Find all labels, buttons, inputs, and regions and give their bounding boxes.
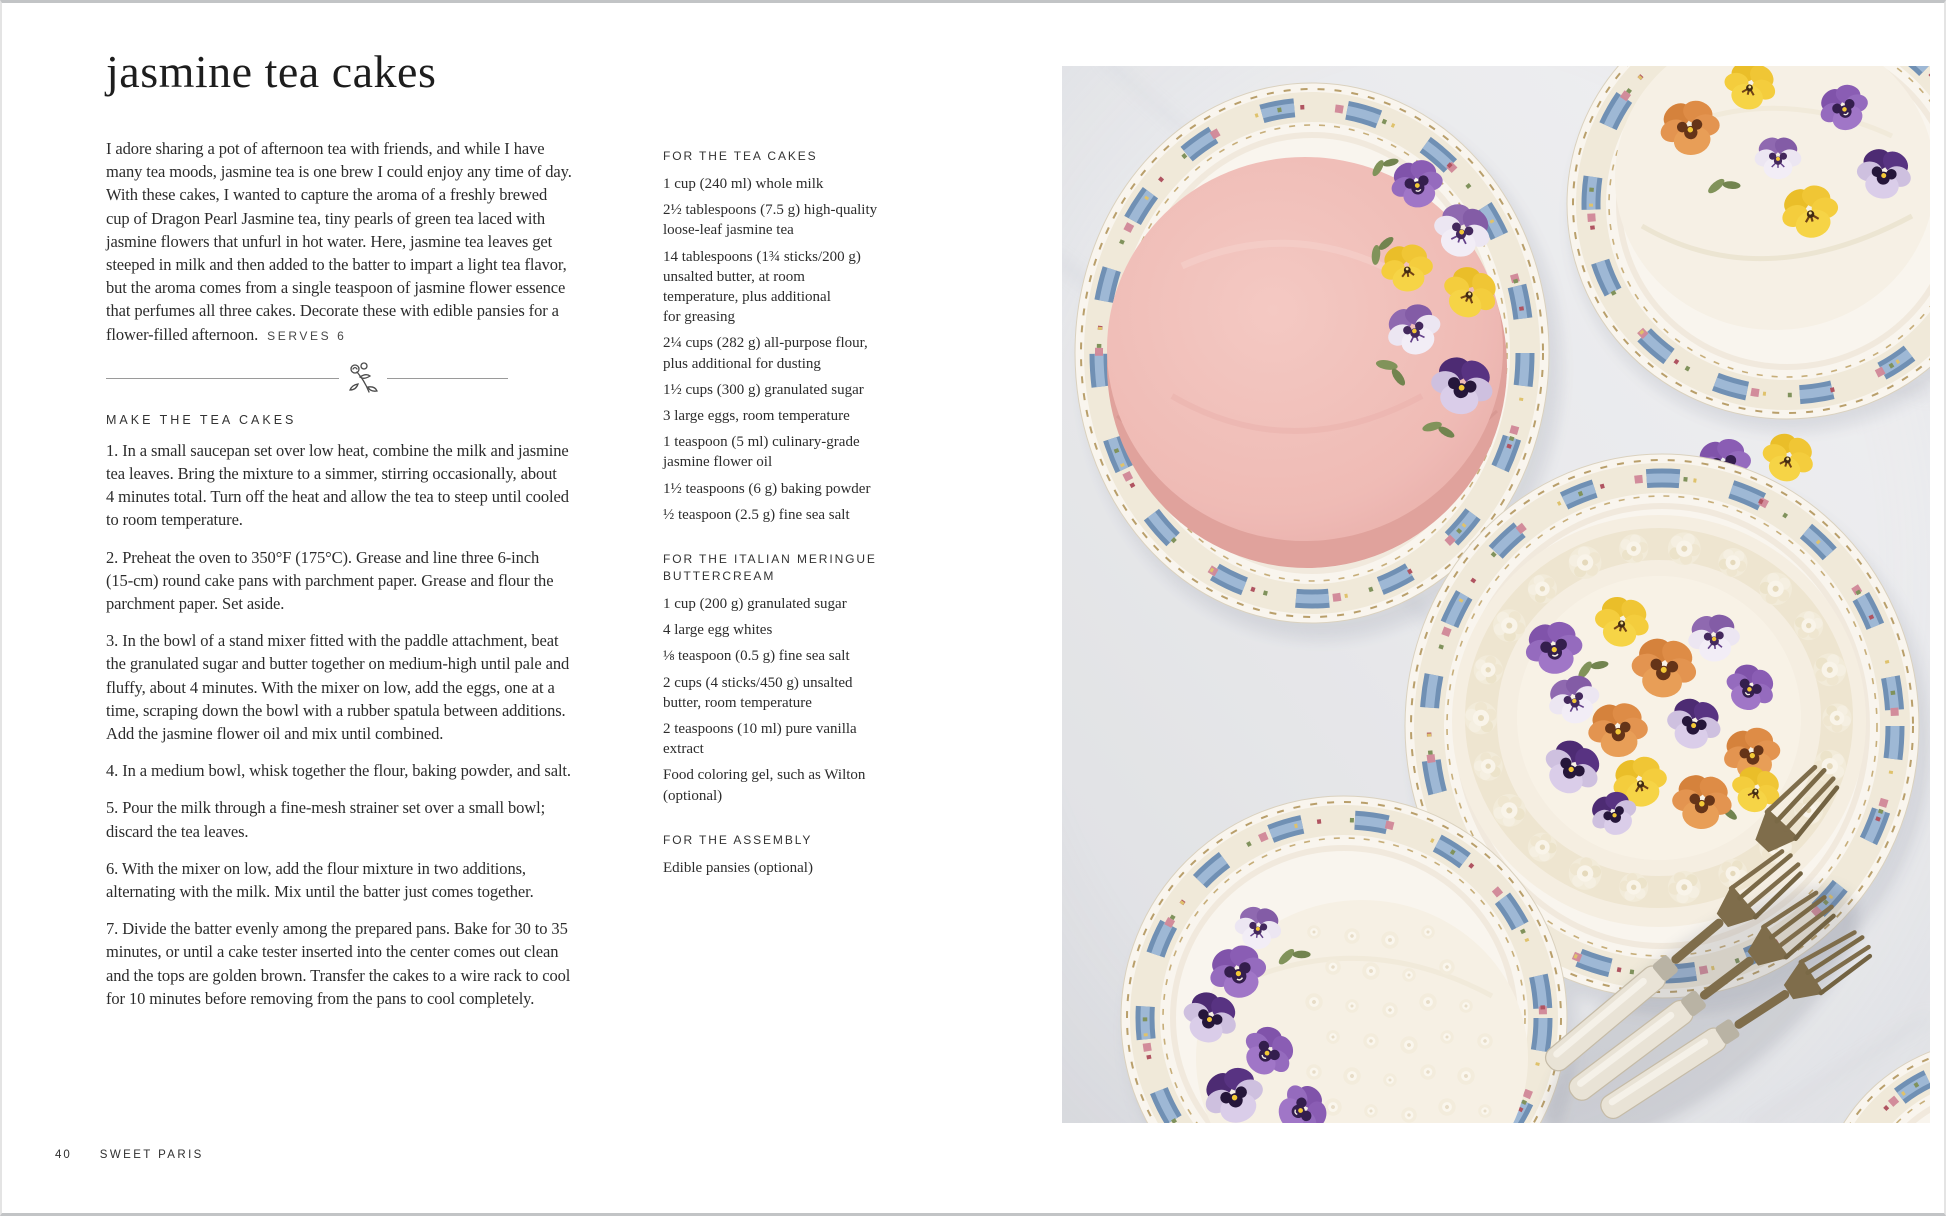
ingredients-section-heading: FOR THE ASSEMBLY [663, 832, 813, 847]
ingredient-line: temperature, plus additional [663, 289, 831, 306]
intro-line [106, 323, 651, 348]
page-number: 40 [55, 1149, 72, 1161]
step-line: (15-cm) round cake pans with parchment paper. Grease and flour the [106, 570, 554, 590]
step-line: 3. In the bowl of a stand mixer fitted with the paddle attachment, beat [106, 631, 559, 651]
ingredient-line: jasmine flower oil [663, 454, 773, 471]
intro-line: that perfumes all three cakes. Decorate these with edible pansies for a [106, 301, 559, 321]
ingredient-line: (optional) [663, 787, 723, 804]
step-line: 5. Pour the milk through a fine-mesh strainer set over a small bowl; [106, 798, 546, 818]
ingredient-line: plus additional for dusting [663, 355, 821, 372]
ingredient [663, 432, 903, 472]
ingredient-line: loose-leaf jasmine tea [663, 222, 794, 239]
ingredient-line: 2½ tablespoons (7.5 g) high-quality [663, 202, 878, 219]
ingredients-column [663, 148, 903, 884]
step-line: 4 minutes total. Turn off the heat and allow the tea to steep until cooled [106, 487, 569, 507]
divider-line [387, 378, 508, 379]
step-line: 7. Divide the batter evenly among the prepared pans. Bake for 30 to 35 [106, 919, 568, 939]
step-line: minutes, or until a cake tester inserted into the center comes out clean [106, 942, 559, 962]
ingredient-line: 14 tablespoons (1¾ sticks/200 g) [663, 248, 861, 265]
step-line: and the tops are golden brown. Transfer the cakes to a wire rack to cool [106, 965, 571, 985]
intro-line: but the aroma comes from a single teaspoon of jasmine flower essence [106, 278, 566, 298]
serves-label: SERVES 6 [267, 328, 347, 343]
intro-line: jasmine flowers that unfurl in hot water. Here, jasmine tea leaves get [106, 231, 553, 251]
ingredients-section-heading: FOR THE ITALIAN MERINGUE BUTTERCREAM [663, 552, 877, 584]
ingredient [663, 719, 903, 759]
recipe-step [106, 629, 651, 745]
step-line: 4. In a medium bowl, whisk together the flour, baking powder, and salt. [106, 761, 571, 781]
ingredient: 1 cup (240 ml) whole milk [663, 176, 824, 192]
step-line: fluffy, about 4 minutes. With the mixer on low, add the eggs, one at a [106, 677, 555, 697]
ingredient-line: unsalted butter, at room [663, 268, 805, 285]
cakes-photo-illustration [1062, 66, 1930, 1123]
ingredient [663, 673, 903, 713]
book-title: SWEET PARIS [99, 1149, 204, 1161]
ingredient-line: extract [663, 741, 704, 758]
page-footer [55, 1149, 204, 1161]
recipe-step [106, 857, 651, 903]
ingredient-line: Food coloring gel, such as Wilton [663, 767, 866, 784]
ingredient-line: for greasing [663, 309, 736, 326]
step-line: tea leaves. Bring the mixture to a simmer, stirring occasionally, about [106, 464, 557, 484]
recipe-step [106, 546, 651, 616]
ingredient: 1 cup (200 g) granulated sugar [663, 596, 847, 613]
step-line: alternating with the milk. Mix until the batter just comes together. [106, 882, 534, 902]
page-title: jasmine tea cakes [106, 46, 437, 97]
ingredient [663, 765, 903, 805]
recipe-column [106, 46, 651, 1024]
ingredient [663, 247, 903, 328]
ingredient [663, 200, 903, 240]
intro-line: With these cakes, I wanted to capture the aroma of a freshly brewed [106, 185, 548, 205]
section-divider [106, 361, 508, 397]
ingredient: 4 large egg whites [663, 622, 773, 639]
recipe-step [106, 917, 651, 1010]
step-line: the granulated sugar and butter together on medium-high until pale and [106, 654, 570, 674]
intro-line: I adore sharing a pot of afternoon tea with friends, and while I have [106, 139, 545, 158]
ingredient-line: butter, room temperature [663, 694, 812, 711]
step-line: discard the tea leaves. [106, 821, 249, 841]
step-line: time, scraping down the bowl with a rubber spatula between additions. [106, 700, 566, 720]
warm-tone-overlay [1062, 66, 1930, 1123]
ingredient: ½ teaspoon (2.5 g) fine sea salt [663, 506, 850, 523]
ingredient: ⅛ teaspoon (0.5 g) fine sea salt [663, 648, 850, 665]
step-line: Add the jasmine flower oil and mix until combined. [106, 724, 444, 744]
ingredient-line: 2 teaspoons (10 ml) pure vanilla [663, 721, 857, 738]
ingredient: 3 large eggs, room temperature [663, 408, 850, 425]
botanical-ornament-icon [346, 361, 380, 397]
method-heading: MAKE THE TEA CAKES [106, 412, 297, 427]
ingredients-section-heading: FOR THE TEA CAKES [663, 149, 818, 163]
step-line: 6. With the mixer on low, add the flour mixture in two additions, [106, 858, 526, 878]
step-line: parchment paper. Set aside. [106, 594, 285, 614]
recipe-step [106, 439, 651, 532]
step-line: for 10 minutes before removing from the pans to cool completely. [106, 988, 535, 1008]
ingredient: 1½ teaspoons (6 g) baking powder [663, 480, 871, 497]
ingredient: Edible pansies (optional) [663, 859, 813, 876]
recipe-intro [106, 137, 651, 348]
ingredient-line: 2 cups (4 sticks/450 g) unsalted [663, 674, 853, 691]
ingredient-line: 2¼ cups (282 g) all-purpose flour, [663, 335, 868, 352]
ingredient [663, 333, 903, 373]
step-line: to room temperature. [106, 510, 243, 530]
step-line: 2. Preheat the oven to 350°F (175°C). Grease and line three 6-inch [106, 547, 540, 567]
cakes-photo [1062, 66, 1930, 1123]
ingredient: 1½ cups (300 g) granulated sugar [663, 381, 864, 398]
intro-line: steeped in milk and then added to the batter to impart a light tea flavor, [106, 255, 567, 275]
recipe-step [106, 796, 651, 842]
step-line: 1. In a small saucepan set over low heat, combine the milk and jasmine [106, 440, 569, 460]
intro-line-text: flower-filled afternoon. [106, 324, 259, 344]
intro-line: cup of Dragon Pearl Jasmine tea, tiny pearls of green tea laced with [106, 208, 545, 228]
recipe-step [106, 759, 651, 782]
divider-line [106, 378, 339, 379]
ingredient-line: 1 teaspoon (5 ml) culinary-grade [663, 434, 860, 451]
intro-line: many tea moods, jasmine tea is one brew I could enjoy any time of day. [106, 162, 572, 182]
